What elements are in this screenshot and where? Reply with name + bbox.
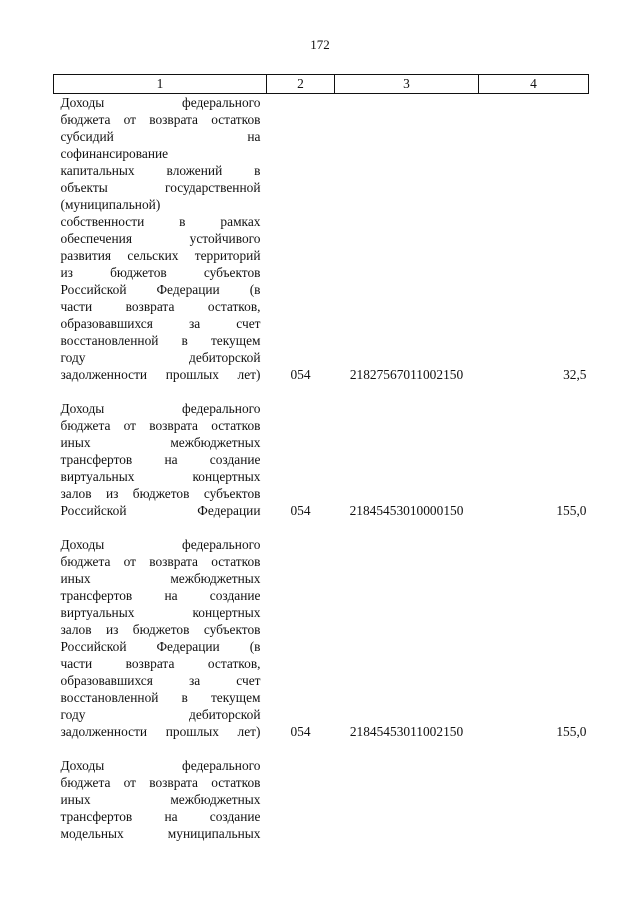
row-kbk: 21845453010000150	[349, 503, 464, 518]
row-spacer	[54, 383, 589, 400]
description-line: задолженности прошлых лет)	[60, 724, 261, 739]
description-line: году дебиторской	[60, 707, 261, 722]
description-line: образовавшихся за счет	[60, 673, 261, 688]
description-line: восстановленной в текущем	[60, 333, 261, 348]
description-line: образовавшихся за счет	[60, 316, 261, 331]
description-line: обеспечения устойчивого	[60, 231, 261, 246]
description-line: капитальных вложений в	[60, 163, 261, 178]
row-amount: 155,0	[556, 503, 587, 518]
row-description	[54, 94, 267, 384]
row-amount: 32,5	[563, 367, 587, 382]
description-line: развития сельских территорий	[60, 248, 261, 263]
description-line: бюджета от возврата остатков	[60, 554, 261, 569]
header-col-4: 4	[479, 75, 589, 94]
description-line: модельных муниципальных	[60, 826, 261, 841]
description-line: залов из бюджетов субъектов	[60, 486, 261, 501]
description-line: виртуальных концертных	[60, 469, 261, 484]
description-line: Доходы федерального	[60, 401, 261, 416]
description-line: из бюджетов субъектов	[60, 265, 261, 280]
row-amount	[479, 757, 589, 842]
description-line: (муниципальной)	[60, 197, 161, 212]
description-line: субсидий на	[60, 129, 261, 144]
row-code: 054	[290, 503, 311, 518]
page-number: 172	[310, 37, 330, 52]
description-line: софинансирование	[60, 146, 169, 161]
description-line: бюджета от возврата остатков	[60, 112, 261, 127]
table-row	[54, 757, 589, 842]
row-description	[54, 536, 267, 740]
row-spacer	[54, 519, 589, 536]
description-line: залов из бюджетов субъектов	[60, 622, 261, 637]
row-kbk: 21845453011002150	[349, 724, 464, 739]
table-row	[54, 94, 589, 384]
description-line: иных межбюджетных	[60, 792, 261, 807]
description-line: виртуальных концертных	[60, 605, 261, 620]
table-row	[54, 536, 589, 740]
description-line: трансфертов на создание	[60, 588, 261, 603]
description-line: бюджета от возврата остатков	[60, 775, 261, 790]
row-code: 054	[290, 724, 311, 739]
description-line: Российской Федерации	[60, 503, 261, 518]
row-description	[54, 757, 267, 842]
description-line: Российской Федерации (в	[60, 639, 261, 654]
row-description	[54, 400, 267, 519]
description-line: трансфертов на создание	[60, 809, 261, 824]
row-amount: 155,0	[556, 724, 587, 739]
description-line: бюджета от возврата остатков	[60, 418, 261, 433]
description-line: Доходы федерального	[60, 537, 261, 552]
row-kbk: 21827567011002150	[349, 367, 464, 382]
description-line: части возврата остатков,	[60, 656, 261, 671]
description-line: Доходы федерального	[60, 95, 261, 110]
row-spacer	[54, 740, 589, 757]
table-header-row	[54, 75, 589, 94]
description-line: иных межбюджетных	[60, 571, 261, 586]
description-line: иных межбюджетных	[60, 435, 261, 450]
description-line: задолженности прошлых лет)	[60, 367, 261, 382]
description-line: Российской Федерации (в	[60, 282, 261, 297]
header-col-2: 2	[267, 75, 335, 94]
description-line: Доходы федерального	[60, 758, 261, 773]
table-row	[54, 400, 589, 519]
description-line: восстановленной в текущем	[60, 690, 261, 705]
description-line: трансфертов на создание	[60, 452, 261, 467]
row-kbk	[335, 757, 479, 842]
header-col-3: 3	[335, 75, 479, 94]
row-code	[267, 757, 335, 842]
description-line: части возврата остатков,	[60, 299, 261, 314]
table-body	[54, 94, 589, 843]
description-line: объекты государственной	[60, 180, 261, 195]
budget-table	[53, 74, 589, 842]
row-code: 054	[290, 367, 311, 382]
header-col-1: 1	[54, 75, 267, 94]
description-line: собственности в рамках	[60, 214, 261, 229]
description-line: году дебиторской	[60, 350, 261, 365]
